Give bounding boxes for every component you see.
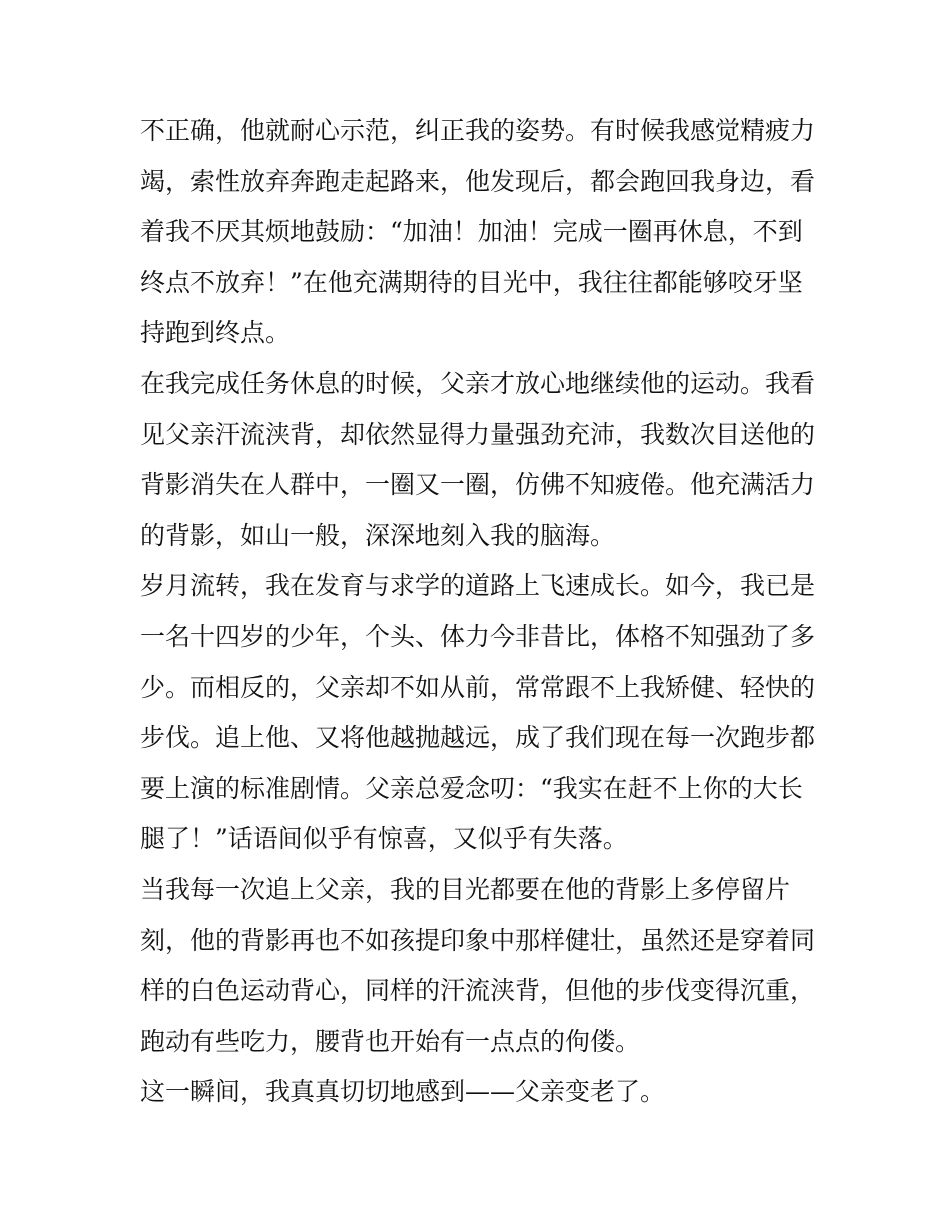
text-line: 岁月流转，我在发育与求学的道路上飞速成长。如今，我已是 bbox=[140, 571, 816, 601]
text-line: 样的白色运动背心，同样的汗流浃背，但他的步伐变得沉重， bbox=[140, 976, 816, 1006]
text-line: 少。而相反的，父亲却不如从前，常常跟不上我矫健、轻快的 bbox=[140, 672, 816, 702]
document-body bbox=[140, 106, 820, 1118]
text-line: 背影消失在人群中，一圈又一圈，仿佛不知疲倦。他充满活力 bbox=[140, 470, 816, 500]
text-line: 在我完成任务休息的时候，父亲才放心地继续他的运动。我看 bbox=[140, 368, 816, 398]
text-line: 跑动有些吃力，腰背也开始有一点点的佝偻。 bbox=[140, 1026, 641, 1056]
text-line: 一名十四岁的少年，个头、体力今非昔比，体格不知强劲了多 bbox=[140, 621, 816, 651]
text-line: 要上演的标准剧情。父亲总爱念叨：“我实在赶不上你的大长 bbox=[140, 773, 803, 803]
text-line: 刻，他的背影再也不如孩提印象中那样健壮，虽然还是穿着同 bbox=[140, 925, 816, 955]
text-line: 当我每一次追上父亲，我的目光都要在他的背影上多停留片 bbox=[140, 874, 791, 904]
text-line: 持跑到终点。 bbox=[140, 318, 291, 348]
text-line: 不正确，他就耐心示范，纠正我的姿势。有时候我感觉精疲力 bbox=[140, 116, 816, 145]
text-line: 竭，索性放弃奔跑走起路来，他发现后，都会跑回我身边，看 bbox=[140, 166, 816, 196]
text-line: 着我不厌其烦地鼓励：“加油！加油！完成一圈再休息，不到 bbox=[140, 217, 803, 247]
text-line: 腿了！”话语间似乎有惊喜，又似乎有失落。 bbox=[140, 824, 628, 854]
text-line: 终点不放弃！”在他充满期待的目光中，我往往都能够咬牙坚 bbox=[140, 267, 803, 297]
text-line: 这一瞬间，我真真切切地感到——父亲变老了。 bbox=[140, 1077, 666, 1107]
text-line: 步伐。追上他、又将他越抛越远，成了我们现在每一次跑步都 bbox=[140, 723, 816, 753]
text-line: 见父亲汗流浃背，却依然显得力量强劲充沛，我数次目送他的 bbox=[140, 419, 816, 449]
text-line: 的背影，如山一般，深深地刻入我的脑海。 bbox=[140, 520, 616, 550]
